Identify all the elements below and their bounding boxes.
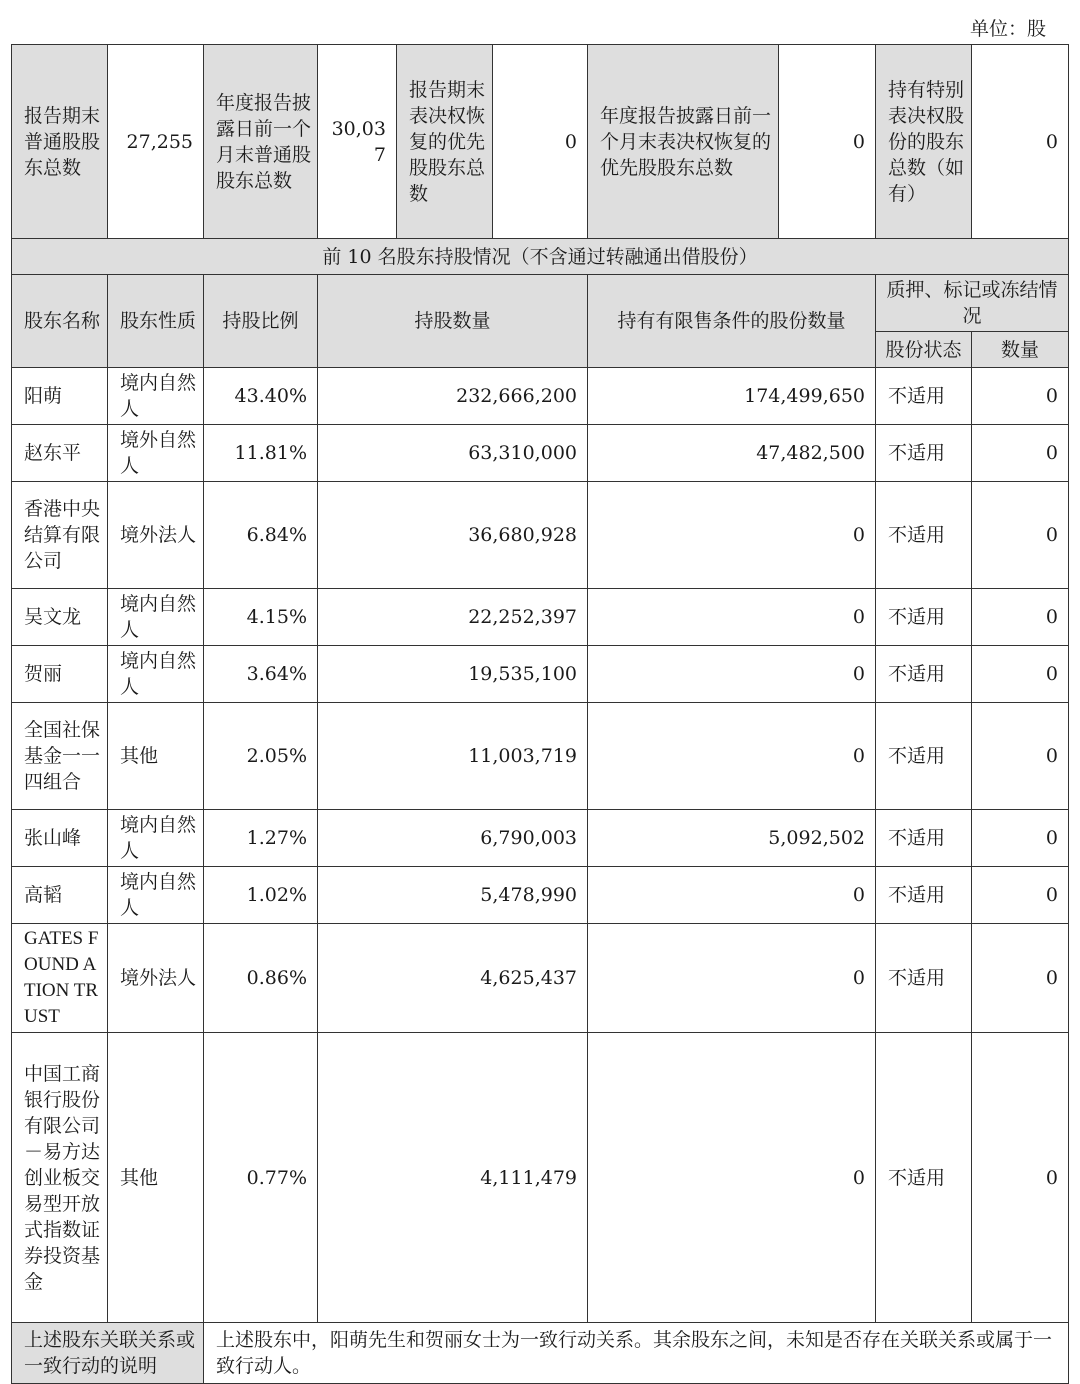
cell-restricted: 174,499,650 (588, 368, 876, 425)
cell-nature: 境内自然人 (108, 867, 204, 924)
table-row (12, 482, 1069, 589)
cell-count: 6,790,003 (318, 810, 588, 867)
cell-pledge-qty: 0 (972, 1033, 1069, 1323)
col-header-pledge-group: 质押、标记或冻结情况 (876, 275, 1069, 332)
cell-ratio: 1.27% (204, 810, 318, 867)
cell-name: 中国工商银行股份有限公司－易方达创业板交易型开放式指数证券投资基金 (12, 1033, 108, 1323)
footer-row (12, 1323, 1069, 1384)
summary-value-common-prev: 30,037 (318, 45, 397, 239)
cell-count: 36,680,928 (318, 482, 588, 589)
summary-label-special: 持有特别表决权股份的股东总数（如有） (876, 45, 972, 239)
cell-pledge-qty: 0 (972, 589, 1069, 646)
cell-nature: 境外法人 (108, 482, 204, 589)
section-title-row (12, 239, 1069, 275)
summary-value-common: 27,255 (108, 45, 204, 239)
summary-label-common-prev: 年度报告披露日前一个月末普通股股东总数 (204, 45, 318, 239)
cell-count: 5,478,990 (318, 867, 588, 924)
cell-pledge-status: 不适用 (876, 482, 972, 589)
cell-pledge-qty: 0 (972, 810, 1069, 867)
cell-pledge-qty: 0 (972, 482, 1069, 589)
summary-label-common: 报告期末普通股股东总数 (12, 45, 108, 239)
col-header-pledge-status: 股份状态 (876, 332, 972, 368)
cell-nature: 其他 (108, 703, 204, 810)
cell-restricted: 0 (588, 924, 876, 1033)
cell-name: 张山峰 (12, 810, 108, 867)
cell-name: 香港中央结算有限公司 (12, 482, 108, 589)
cell-restricted: 0 (588, 867, 876, 924)
cell-ratio: 0.77% (204, 1033, 318, 1323)
cell-name: GATES FOUND ATION TRUST (12, 924, 108, 1033)
cell-pledge-status: 不适用 (876, 810, 972, 867)
table-row (12, 810, 1069, 867)
cell-pledge-status: 不适用 (876, 425, 972, 482)
cell-nature: 境外自然人 (108, 425, 204, 482)
cell-name: 阳萌 (12, 368, 108, 425)
cell-restricted: 0 (588, 703, 876, 810)
cell-ratio: 1.02% (204, 867, 318, 924)
cell-ratio: 0.86% (204, 924, 318, 1033)
cell-restricted: 0 (588, 482, 876, 589)
table-row (12, 368, 1069, 425)
cell-ratio: 6.84% (204, 482, 318, 589)
cell-pledge-status: 不适用 (876, 589, 972, 646)
cell-pledge-status: 不适用 (876, 1033, 972, 1323)
summary-row (12, 45, 1069, 239)
summary-label-pref: 报告期末表决权恢复的优先股股东总数 (397, 45, 493, 239)
cell-pledge-status: 不适用 (876, 867, 972, 924)
section-title: 前 10 名股东持股情况（不含通过转融通出借股份） (12, 239, 1069, 275)
cell-ratio: 4.15% (204, 589, 318, 646)
cell-name: 高韬 (12, 867, 108, 924)
table-row (12, 703, 1069, 810)
unit-label: 单位：股 (969, 18, 1046, 40)
cell-ratio: 3.64% (204, 646, 318, 703)
cell-count: 232,666,200 (318, 368, 588, 425)
col-header-nature: 股东性质 (108, 275, 204, 368)
cell-pledge-status: 不适用 (876, 646, 972, 703)
cell-name: 全国社保基金一一四组合 (12, 703, 108, 810)
cell-pledge-qty: 0 (972, 867, 1069, 924)
cell-nature: 境外法人 (108, 924, 204, 1033)
cell-pledge-status: 不适用 (876, 924, 972, 1033)
col-header-name: 股东名称 (12, 275, 108, 368)
cell-restricted: 47,482,500 (588, 425, 876, 482)
cell-ratio: 2.05% (204, 703, 318, 810)
cell-pledge-status: 不适用 (876, 368, 972, 425)
cell-nature: 境内自然人 (108, 368, 204, 425)
cell-count: 19,535,100 (318, 646, 588, 703)
cell-restricted: 0 (588, 646, 876, 703)
summary-value-pref-prev: 0 (779, 45, 876, 239)
cell-pledge-qty: 0 (972, 646, 1069, 703)
cell-count: 11,003,719 (318, 703, 588, 810)
table-row (12, 924, 1069, 1033)
table-row (12, 646, 1069, 703)
col-header-restricted: 持有有限售条件的股份数量 (588, 275, 876, 368)
cell-count: 4,111,479 (318, 1033, 588, 1323)
footer-text: 上述股东中，阳萌先生和贺丽女士为一致行动关系。其余股东之间，未知是否存在关联关系或属于一致行动人。 (204, 1323, 1069, 1384)
summary-value-special: 0 (972, 45, 1069, 239)
footer-label: 上述股东关联关系或一致行动的说明 (12, 1323, 204, 1384)
cell-pledge-status: 不适用 (876, 703, 972, 810)
table-row (12, 425, 1069, 482)
cell-nature: 境内自然人 (108, 589, 204, 646)
cell-nature: 其他 (108, 1033, 204, 1323)
cell-count: 22,252,397 (318, 589, 588, 646)
cell-pledge-qty: 0 (972, 924, 1069, 1033)
cell-nature: 境内自然人 (108, 646, 204, 703)
cell-name: 赵东平 (12, 425, 108, 482)
cell-restricted: 5,092,502 (588, 810, 876, 867)
header-row-1 (12, 275, 1069, 332)
col-header-pledge-qty: 数量 (972, 332, 1069, 368)
cell-nature: 境内自然人 (108, 810, 204, 867)
summary-value-pref: 0 (493, 45, 588, 239)
cell-name: 贺丽 (12, 646, 108, 703)
shareholder-table (11, 44, 1069, 1384)
col-header-ratio: 持股比例 (204, 275, 318, 368)
cell-count: 4,625,437 (318, 924, 588, 1033)
cell-pledge-qty: 0 (972, 425, 1069, 482)
table-row (12, 589, 1069, 646)
table-row (12, 867, 1069, 924)
cell-name: 吴文龙 (12, 589, 108, 646)
cell-ratio: 11.81% (204, 425, 318, 482)
cell-pledge-qty: 0 (972, 368, 1069, 425)
cell-restricted: 0 (588, 1033, 876, 1323)
table-row (12, 1033, 1069, 1323)
cell-ratio: 43.40% (204, 368, 318, 425)
cell-count: 63,310,000 (318, 425, 588, 482)
cell-restricted: 0 (588, 589, 876, 646)
summary-label-pref-prev: 年度报告披露日前一个月末表决权恢复的优先股股东总数 (588, 45, 779, 239)
col-header-count: 持股数量 (318, 275, 588, 368)
cell-pledge-qty: 0 (972, 703, 1069, 810)
